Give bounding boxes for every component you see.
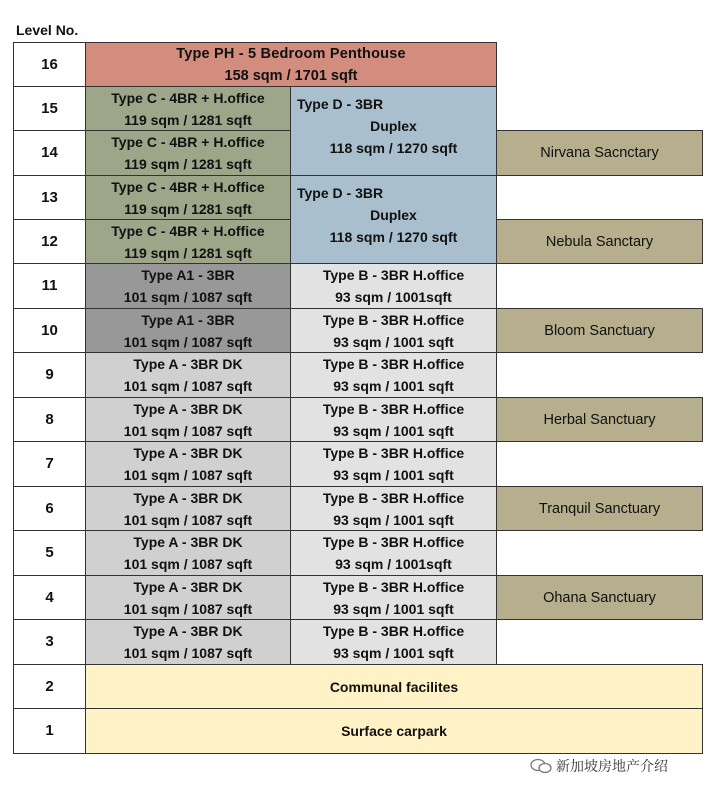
- unit-type: Type B - 3BR H.office: [322, 623, 465, 639]
- unit-type: Type A1 - 3BR: [141, 311, 235, 328]
- sanctuary-label: Nirvana Sacnctary: [496, 130, 703, 176]
- unit-type: Type PH - 5 Bedroom Penthouse: [176, 45, 406, 62]
- unit-type: Type B - 3BR H.office: [322, 267, 465, 283]
- unit-area: 93 sqm / 1001 sqft: [333, 422, 454, 439]
- level-header: Level No.: [16, 22, 79, 38]
- level-number: 4: [13, 575, 86, 620]
- unit-type-b: [290, 441, 497, 487]
- unit-area: 101 sqm / 1087 sqft: [123, 556, 253, 572]
- unit-type-b: [290, 486, 497, 531]
- level-number: 15: [13, 86, 86, 131]
- unit-area: 119 sqm / 1281 sqft: [124, 111, 252, 128]
- level-number: 8: [13, 397, 86, 442]
- unit-type-b: [290, 530, 497, 576]
- unit-type-b: [290, 263, 497, 309]
- unit-type: Type A - 3BR DK: [133, 356, 243, 372]
- unit-area: 101 sqm / 1087 sqft: [123, 289, 253, 305]
- unit-type-c: [85, 175, 291, 220]
- level-number: 5: [13, 530, 86, 576]
- unit-type-b: [290, 397, 497, 442]
- unit-type-a: [85, 530, 291, 576]
- unit-area: 158 sqm / 1701 sqft: [224, 67, 358, 84]
- watermark-text: 新加坡房地产介绍: [556, 758, 668, 774]
- unit-type-b: [290, 575, 497, 620]
- level-number: 13: [13, 175, 86, 220]
- level-number: 7: [13, 441, 86, 487]
- unit-type: Type C - 4BR + H.office: [111, 178, 265, 195]
- unit-area: 119 sqm / 1281 sqft: [124, 244, 252, 261]
- wechat-icon: [530, 758, 552, 774]
- unit-type-a1: [85, 308, 291, 353]
- unit-type: Type C - 4BR + H.office: [111, 134, 265, 150]
- unit-type-b: [290, 308, 497, 353]
- level-number: 2: [13, 664, 86, 709]
- unit-area: 119 sqm / 1281 sqft: [124, 200, 252, 217]
- unit-type-a: [85, 352, 291, 398]
- unit-type-a1: [85, 263, 291, 309]
- unit-area: 93 sqm / 1001 sqft: [333, 645, 454, 661]
- communal-facilities-row: Communal facilites: [85, 664, 703, 709]
- unit-type-c: [85, 130, 291, 176]
- unit-type-a: [85, 486, 291, 531]
- unit-area: 93 sqm / 1001 sqft: [333, 511, 454, 528]
- unit-area: 93 sqm / 1001 sqft: [333, 378, 454, 394]
- unit-duplex-label: Duplex: [370, 118, 417, 134]
- unit-type-a: [85, 397, 291, 442]
- level-number: 12: [13, 219, 86, 264]
- surface-carpark-row: Surface carpark: [85, 708, 703, 754]
- unit-type-d-duplex: [290, 175, 497, 264]
- unit-type: Type B - 3BR H.office: [322, 534, 465, 550]
- unit-area: 119 sqm / 1281 sqft: [124, 156, 252, 172]
- unit-type: Type C - 4BR + H.office: [111, 222, 265, 239]
- level-number: 3: [13, 619, 86, 665]
- level-number: 10: [13, 308, 86, 353]
- unit-duplex-label: Duplex: [370, 207, 417, 223]
- unit-type-a: [85, 619, 291, 665]
- unit-type: Type A - 3BR DK: [133, 534, 243, 550]
- penthouse-unit: [85, 42, 497, 87]
- unit-area: 101 sqm / 1087 sqft: [123, 600, 253, 617]
- sanctuary-label: Bloom Sanctuary: [496, 308, 703, 353]
- sanctuary-label: Herbal Sanctuary: [496, 397, 703, 442]
- unit-area: 101 sqm / 1087 sqft: [123, 378, 253, 394]
- unit-area: 101 sqm / 1087 sqft: [123, 511, 253, 528]
- sanctuary-label: Nebula Sanctary: [496, 219, 703, 264]
- level-number: 6: [13, 486, 86, 531]
- unit-type: Type C - 4BR + H.office: [111, 89, 265, 106]
- level-number: 1: [13, 708, 86, 754]
- unit-type: Type B - 3BR H.office: [322, 400, 465, 417]
- unit-type: Type B - 3BR H.office: [322, 489, 465, 506]
- unit-type: Type A - 3BR DK: [133, 623, 243, 639]
- unit-type: Type A - 3BR DK: [133, 400, 243, 417]
- unit-area: 101 sqm / 1087 sqft: [123, 333, 253, 350]
- unit-type: Type B - 3BR H.office: [322, 356, 465, 372]
- unit-type-d-duplex: [290, 86, 497, 176]
- unit-type: Type B - 3BR H.office: [322, 311, 465, 328]
- unit-type: Type A - 3BR DK: [133, 445, 243, 461]
- unit-type: Type D - 3BR: [297, 96, 384, 112]
- level-number: 16: [13, 42, 86, 87]
- unit-type: Type D - 3BR: [297, 185, 384, 201]
- unit-type: Type A - 3BR DK: [133, 578, 243, 595]
- unit-type-b: [290, 352, 497, 398]
- unit-type: Type A - 3BR DK: [133, 489, 243, 506]
- watermark: [530, 756, 668, 776]
- unit-area: 101 sqm / 1087 sqft: [123, 467, 253, 483]
- unit-type: Type B - 3BR H.office: [322, 445, 465, 461]
- unit-type: Type B - 3BR H.office: [322, 578, 465, 595]
- unit-type-a: [85, 575, 291, 620]
- unit-area: 93 sqm / 1001sqft: [335, 556, 452, 572]
- unit-type-c: [85, 86, 291, 131]
- sanctuary-label: Ohana Sanctuary: [496, 575, 703, 620]
- unit-type: Type A1 - 3BR: [141, 267, 235, 283]
- sanctuary-label: Tranquil Sanctuary: [496, 486, 703, 531]
- unit-type-a: [85, 441, 291, 487]
- unit-area: 93 sqm / 1001 sqft: [333, 467, 454, 483]
- level-number: 9: [13, 352, 86, 398]
- unit-type-c: [85, 219, 291, 264]
- unit-area: 101 sqm / 1087 sqft: [123, 422, 253, 439]
- unit-area: 93 sqm / 1001sqft: [335, 289, 452, 305]
- unit-area: 93 sqm / 1001 sqft: [333, 333, 454, 350]
- unit-area: 101 sqm / 1087 sqft: [123, 645, 253, 661]
- unit-type-b: [290, 619, 497, 665]
- unit-area: 118 sqm / 1270 sqft: [329, 140, 458, 156]
- level-number: 14: [13, 130, 86, 176]
- unit-area: 118 sqm / 1270 sqft: [329, 229, 458, 245]
- unit-area: 93 sqm / 1001 sqft: [333, 600, 454, 617]
- level-number: 11: [13, 263, 86, 309]
